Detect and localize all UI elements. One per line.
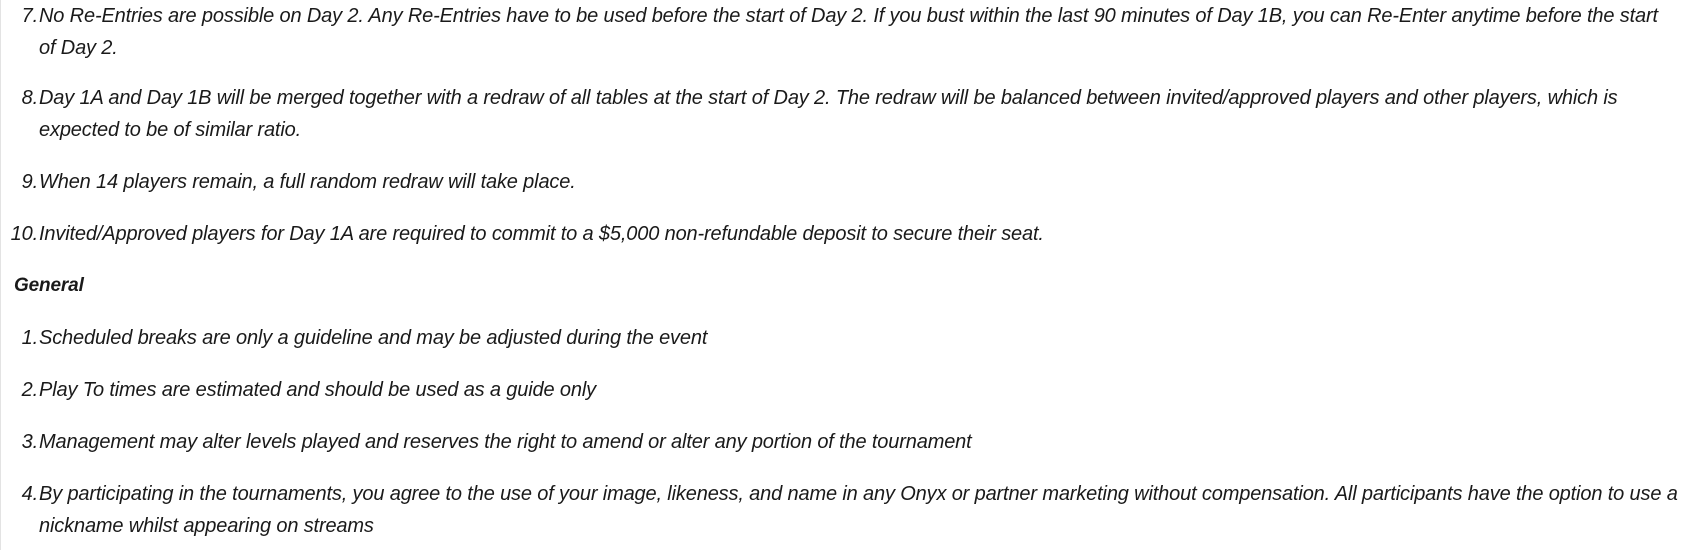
list-text: When 14 players remain, a full random redraw will take place.: [39, 171, 576, 193]
list-number: 8.: [21, 87, 38, 109]
list-text: Play To times are estimated and should be used as a guide only: [39, 379, 596, 401]
list-number: 7.: [21, 5, 38, 27]
list-number: 10.: [10, 223, 38, 245]
list-number: 2.: [21, 379, 38, 401]
list-text: By participating in the tournaments, you agree to the use of your image, likeness, and name in any Onyx or partner marketing without compensation. All participants have the option to use a nickname whilst appearing on streams: [39, 483, 1678, 537]
list-number: 9.: [21, 171, 38, 193]
left-border: [0, 0, 1, 550]
list-number: 3.: [21, 431, 38, 453]
list-text: No Re-Entries are possible on Day 2. Any Re-Entries have to be used before the start of Day 2. If you bust within the last 90 minutes of Day 1B, you can Re-Enter anytime before the start of Day 2.: [39, 5, 1658, 59]
list-number: 4.: [21, 483, 38, 505]
list-text: Management may alter levels played and reserves the right to amend or alter any portion of the tournament: [39, 431, 972, 453]
list-text: Invited/Approved players for Day 1A are required to commit to a $5,000 non-refundable deposit to secure their seat.: [39, 223, 1044, 245]
list-number: 1.: [21, 327, 38, 349]
section-heading-general: General: [14, 275, 84, 296]
list-text: Day 1A and Day 1B will be merged together with a redraw of all tables at the start of Day 2. The redraw will be balanced between invited/approved players and other players, which is expected to be of similar ratio.: [39, 87, 1618, 141]
list-text: Scheduled breaks are only a guideline and may be adjusted during the event: [39, 327, 708, 349]
